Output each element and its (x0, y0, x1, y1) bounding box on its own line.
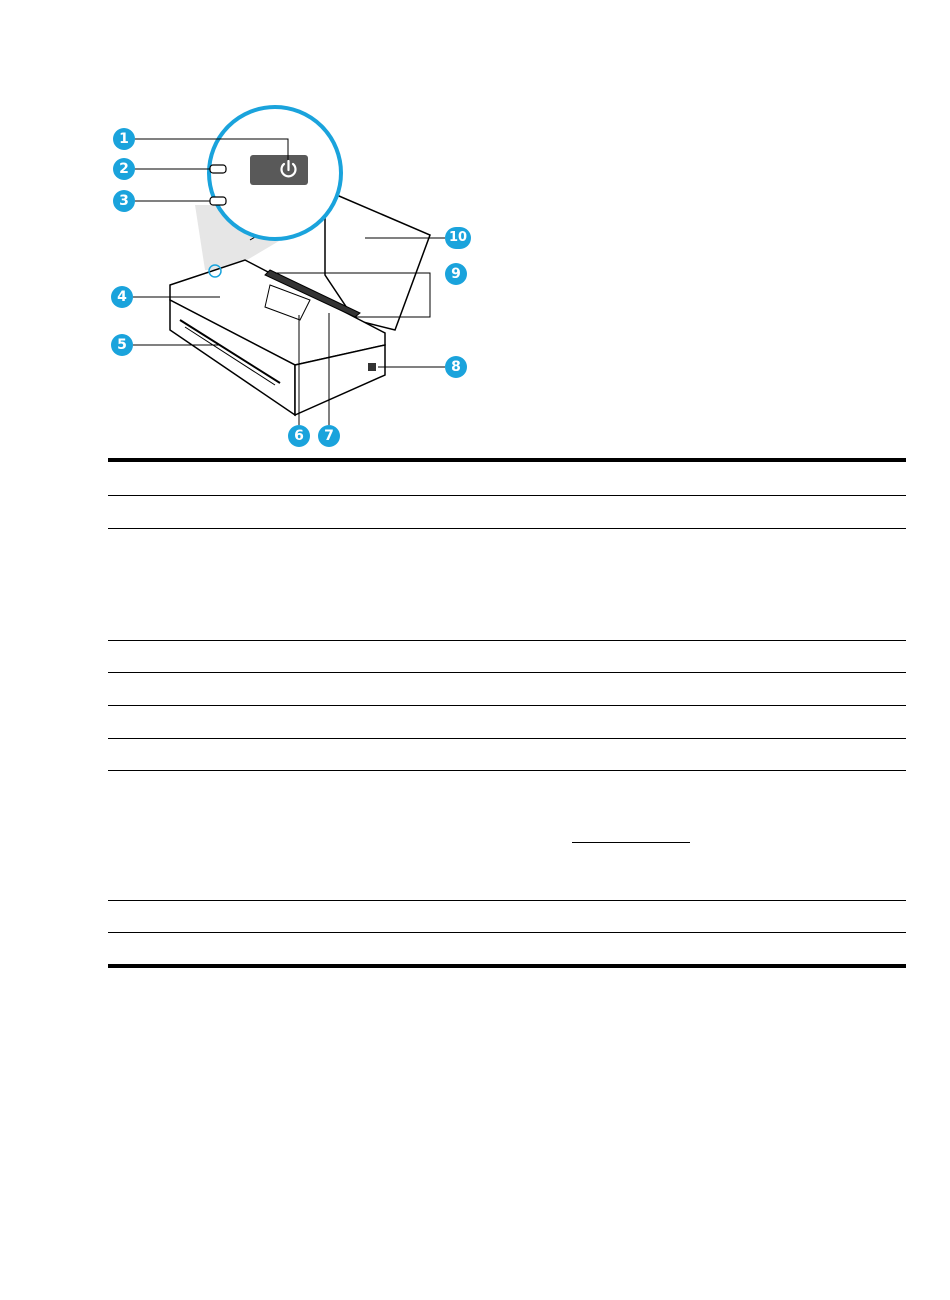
table-row-divider (108, 705, 906, 706)
table-row-divider (108, 900, 906, 901)
table-bottom-rule (108, 964, 906, 968)
callout-3: 3 (113, 190, 135, 212)
table-row-divider (108, 770, 906, 771)
callout-2: 2 (113, 158, 135, 180)
table-top-rule (108, 458, 906, 462)
callout-4: 4 (111, 286, 133, 308)
inset-power-button (250, 155, 308, 185)
callout-8: 8 (445, 356, 467, 378)
callout-9: 9 (445, 263, 467, 285)
inset-light-upper (210, 165, 226, 173)
inset-light-lower (210, 197, 226, 205)
printer-diagram (100, 95, 500, 460)
callout-10: 10 (445, 227, 471, 249)
table-row-divider (108, 932, 906, 933)
callout-5: 5 (111, 334, 133, 356)
table-row-divider (108, 738, 906, 739)
table-row-divider (108, 495, 906, 496)
side-port-shape (368, 363, 376, 371)
link-underline (572, 842, 690, 843)
table-row-divider (108, 528, 906, 529)
callout-7: 7 (318, 425, 340, 447)
table-row-divider (108, 672, 906, 673)
callout-6: 6 (288, 425, 310, 447)
callout-1: 1 (113, 128, 135, 150)
table-row-divider (108, 640, 906, 641)
printer-illustration (100, 95, 500, 460)
